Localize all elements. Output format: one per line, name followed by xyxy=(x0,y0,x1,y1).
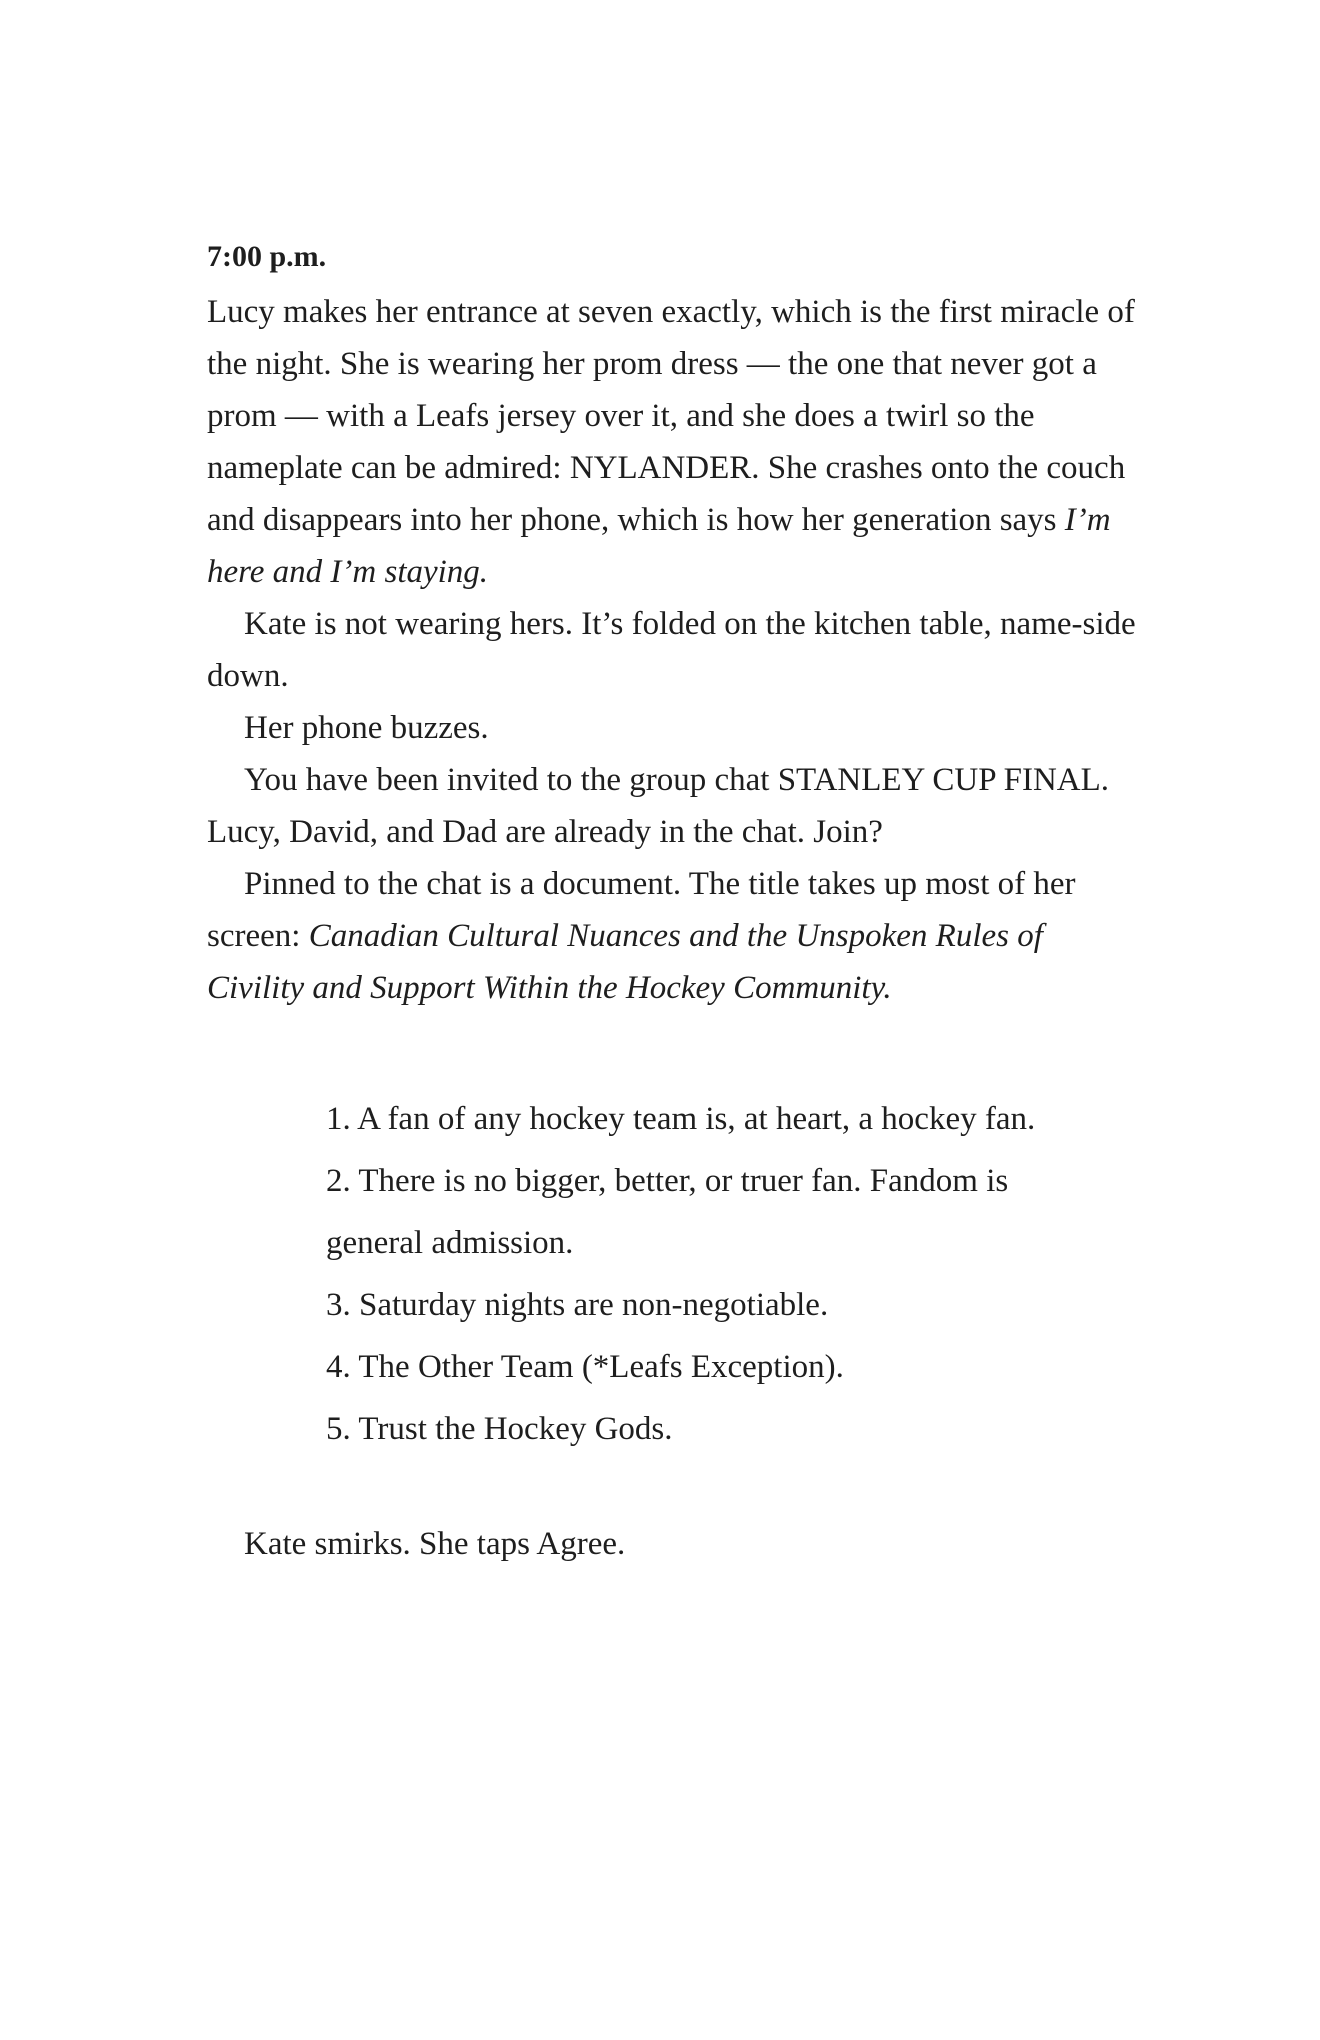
rule-item: 4. The Other Team (*Leafs Exception). xyxy=(326,1349,844,1385)
book-page xyxy=(207,232,1137,1570)
rule-item: 3. Saturday nights are non-negotiable. xyxy=(326,1287,829,1323)
paragraph-group-chat-invite: You have been invited to the group chat STANLEY CUP FINAL. Lucy, David, and Dad are already in the chat. Join? xyxy=(207,762,1110,850)
paragraph-text: Pinned to the chat is a document. The title takes up most of her screen: xyxy=(207,866,1076,954)
section-time-heading: 7:00 p.m. xyxy=(207,240,327,273)
closing-paragraph: Kate smirks. She taps Agree. xyxy=(244,1526,626,1562)
paragraph-lucy-entrance xyxy=(207,286,1137,598)
paragraph-text: Lucy makes her entrance at seven exactly, which is the first miracle of the night. She is wearing her prom dress — the one that never got a prom — with a Leafs jersey over it, and she does a twirl so the nameplate can be admired: NYLANDER. She crashes onto the couch and disappears into her phone, which is how her generation says xyxy=(207,294,1135,538)
rule-item: 2. There is no bigger, better, or truer fan. Fandom is general admission. xyxy=(326,1163,1009,1261)
paragraph-phone-buzzes: Her phone buzzes. xyxy=(244,710,489,746)
rules-list xyxy=(326,1088,1086,1460)
rule-item: 1. A fan of any hockey team is, at heart, a hockey fan. xyxy=(326,1101,1036,1137)
narrative-body xyxy=(207,286,1137,1014)
italic-phrase: I’m here and I’m staying. xyxy=(207,502,1111,590)
paragraph-pinned-document xyxy=(207,858,1137,1014)
paragraph-kate-jersey: Kate is not wearing hers. It’s folded on the kitchen table, name-side down. xyxy=(207,606,1136,694)
rule-item: 5. Trust the Hockey Gods. xyxy=(326,1411,673,1447)
document-title: Canadian Cultural Nuances and the Unspoken Rules of Civility and Support Within the Hockey Community. xyxy=(207,918,1043,1006)
